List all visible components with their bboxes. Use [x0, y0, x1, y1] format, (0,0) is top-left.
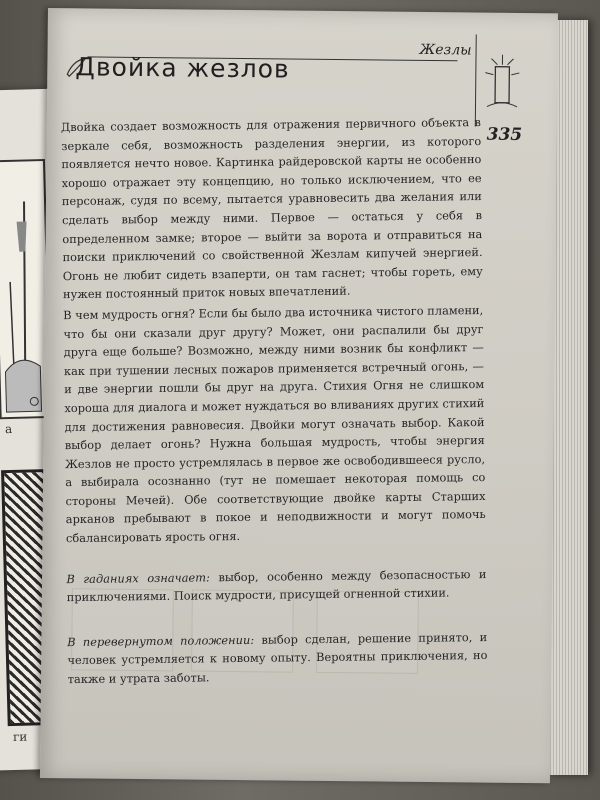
paragraph: Двойка создает возможность для отражения первичного объекта в зеркале себя, возможность разделения энергии, из которого появляется нечто новое. Картинка райдеровской карты не особенно хорошо отражает эту концепцию, но только исключением, что ее персонаж, судя по всему, пытается уравновесить два желания или сделать выбор между ними. Первое — остаться у себя в определенном замке; второе — выйти за ворота и отправиться на поиски приключений со свойственной Жезлам кипучей энергией. Огонь не любит сидеть взаперти, он там гаснет; чтобы гореть, ему нужен постоянный приток новых впечатлений.	[60, 115, 483, 302]
page-title: Двойка жезлов	[75, 52, 290, 84]
divination-paragraph	[66, 565, 486, 607]
tarot-wand-drawing	[0, 161, 50, 417]
left-page-caption: а	[4, 421, 13, 437]
paragraph: В чем мудрость огня? Если бы было два источника чистого пламени, что бы они сказали друг другу? Может, они распалили бы друг друга еще больше? Возможно, между ними возник бы конфликт — как при тушении лесных пожаров применяется встречный огонь, — и две энергии пошли бы друг на друга. Стихия Огня не слишком хороша для диалога и может нуждаться во вливаниях других стихий для достижения равновесия. Двойки могут означать выбор. Какой выбор делает огонь? Нужна большая мудрость, чтобы энергия Жезлов не просто устремлялась в первое же освободившееся русло, а выбирала осознанно (тут не помешает некоторая помощь со стороны Мечей). Обе соответствующие двойке карты Старших арканов пребывают в покое и неподвижности и могут помочь сбалансировать ярость огня.	[63, 302, 486, 546]
divination-text: выбор, особенно между безопасностью и приключениями. Поиск мудрости, присущей огненной стихии.	[66, 566, 487, 605]
reversed-lead: В перевернутом положении:	[67, 632, 255, 649]
reversed-text: выбор сделан, решение принято, и человек устремляется к новому опыту. Вероятны приключения, но также и утрата заботы.	[67, 629, 488, 687]
book-page	[40, 8, 558, 783]
divination-lead: В гаданиях означает:	[66, 570, 210, 586]
reversed-paragraph	[67, 628, 488, 689]
left-page-caption-bottom: ги	[12, 729, 28, 745]
section-name: Жезлы	[419, 41, 472, 59]
wand-emblem-icon	[481, 53, 524, 113]
page-number: 335	[486, 124, 523, 145]
body-text	[61, 113, 488, 689]
